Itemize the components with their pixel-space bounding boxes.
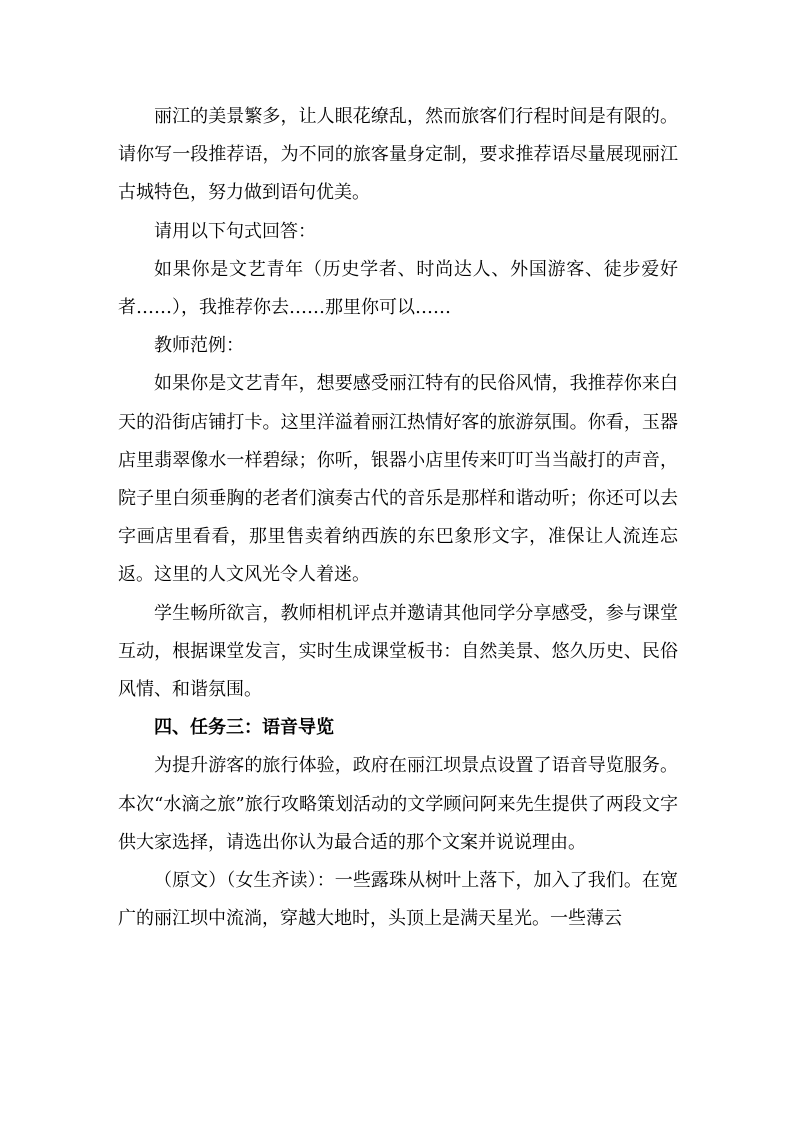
paragraph-audio-guide-intro: 为提升游客的旅行体验，政府在丽江坝景点设置了语音导览服务。本次“水滴之旅”旅行攻略策划活动的文学顾问阿来先生提供了两段文字供大家选择，请选出你认为最合适的那个文案并说说理由。 [118,755,678,853]
paragraph-student-discussion: 学生畅所欲言，教师相机评点并邀请其他同学分享感受，参与课堂互动，根据课堂发言，实时生成课堂板书：自然美景、悠久历史、民俗风情、和谐氛围。 [118,602,678,701]
document-page [118,98,678,938]
paragraph-teacher-example-label: 教师范例： [154,335,244,357]
paragraph-recommendation-task: 丽江的美景繁多，让人眼花缭乱，然而旅客们行程时间是有限的。请你写一段推荐语，为不同的旅客量身定制，要求推荐语尽量展现丽江古城特色，努力做到语句优美。 [118,106,678,204]
paragraph-sentence-pattern-prompt: 请用以下句式回答： [154,220,316,242]
paragraph-sentence-pattern: 如果你是文艺青年（历史学者、时尚达人、外国游客、徒步爱好者……），我推荐你去……那里你可以…… [118,258,678,319]
section-heading-task-three: 四、任务三：语音导览 [154,717,334,739]
paragraph-original-text: （原文）（女生齐读）：一些露珠从树叶上落下，加入了我们。在宽广的丽江坝中流淌，穿越大地时，头顶上是满天星光。一些薄云 [118,870,678,930]
paragraph-teacher-example: 如果你是文艺青年，想要感受丽江特有的民俗风情，我推荐你来白天的沿街店铺打卡。这里洋溢着丽江热情好客的旅游氛围。你看，玉器店里翡翠像水一样碧绿；你听，银器小店里传来叮叮当当敲打的声音，院子里白须垂胸的老者们演奏古代的音乐是那样和谐动听；你还可以去字画店里看看，那里售卖着纳西族的东巴象形文字，准保让人流连忘返。这里的人文风光令人着迷。 [118,373,678,586]
